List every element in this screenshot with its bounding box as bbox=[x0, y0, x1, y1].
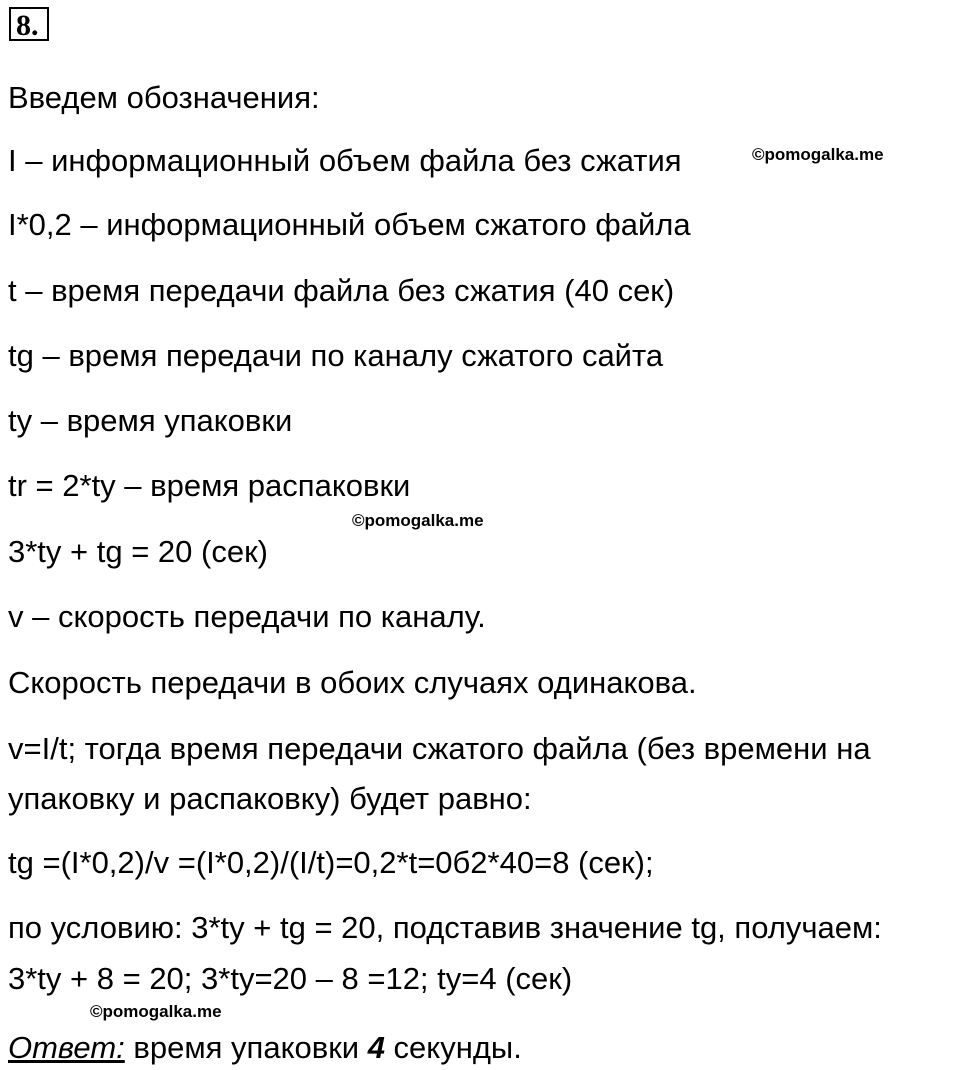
answer-line bbox=[8, 1029, 522, 1067]
answer-label: Ответ: bbox=[8, 1030, 125, 1065]
intro-line: Введем обозначения: bbox=[8, 80, 320, 115]
solution-line-5: 3*ty + 8 = 20; 3*ty=20 – 8 =12; ty=4 (сек) bbox=[8, 961, 573, 996]
answer-text-before: время упаковки bbox=[124, 1030, 368, 1065]
definition-line-tg: tg – время передачи по каналу сжатого сайта bbox=[8, 338, 664, 373]
solution-line-3: tg =(I*0,2)/v =(I*0,2)/(I/t)=0,2*t=0б2*40=8 (сек); bbox=[8, 845, 654, 880]
definition-line-v: v – скорость передачи по каналу. bbox=[8, 599, 486, 634]
solution-line-1: v=I/t; тогда время передачи сжатого файла (без времени на bbox=[8, 731, 871, 766]
answer-value: 4 bbox=[367, 1030, 385, 1065]
solution-line-2: упаковку и распаковку) будет равно: bbox=[8, 781, 532, 816]
definition-line-t: t – время передачи файла без сжатия (40 сек) bbox=[8, 273, 675, 308]
answer-text-after: секунды. bbox=[384, 1030, 522, 1065]
definition-line-tr: tr = 2*ty – время распаковки bbox=[8, 468, 411, 503]
task-number-box: 8. bbox=[9, 7, 49, 41]
watermark-1: ©pomogalka.me bbox=[752, 145, 884, 164]
definition-line-I: I – информационный объем файла без сжатия bbox=[8, 143, 682, 178]
definition-line-ty: ty – время упаковки bbox=[8, 403, 293, 438]
watermark-2: ©pomogalka.me bbox=[352, 511, 484, 530]
equation-line: 3*ty + tg = 20 (сек) bbox=[8, 534, 268, 569]
statement-line: Скорость передачи в обоих случаях одинакова. bbox=[8, 665, 697, 700]
solution-line-4: по условию: 3*ty + tg = 20, подставив значение tg, получаем: bbox=[8, 910, 882, 945]
definition-line-I-compressed: I*0,2 – информационный объем сжатого файла bbox=[8, 207, 691, 242]
watermark-3: ©pomogalka.me bbox=[90, 1002, 222, 1021]
